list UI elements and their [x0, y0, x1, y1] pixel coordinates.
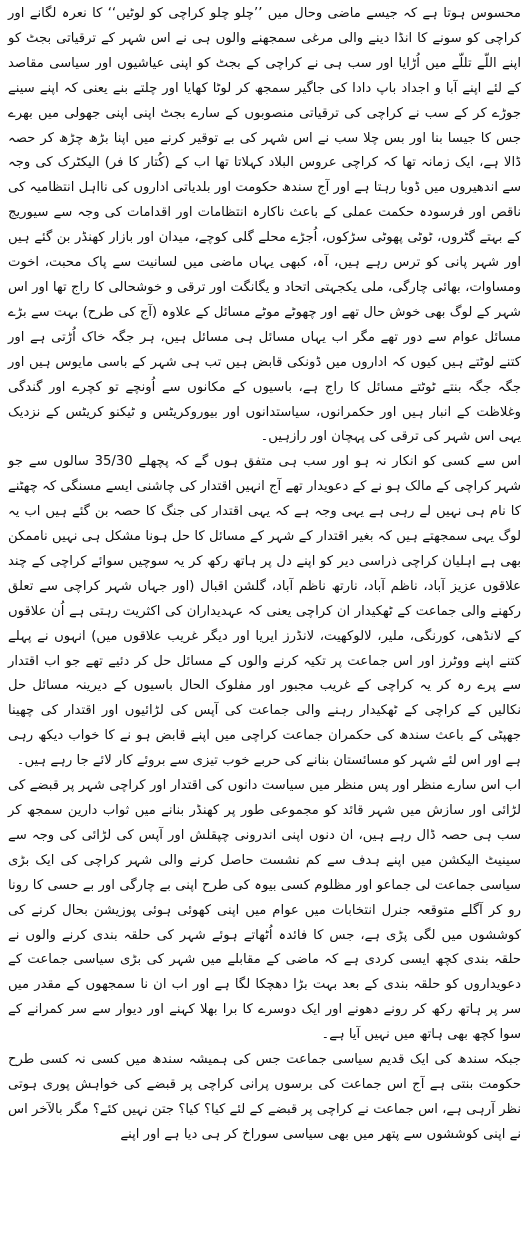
paragraph-3: اب اس سارے منظر اور پس منظر میں سیاست دانوں کی اقتدار اور کراچی شہر پر قبضے کی لڑائی اور سازش میں شہر قائد کو مجموعی طور پر کھنڈر بنانے میں ثواب دارین سمجھ کر سب ہی حصہ ڈال رہے ہیں، ان دنوں اپنی اندرونی چپقلش اور آپس کی لڑائی کی وجہ سے سینیٹ الیکشن میں اپنے ہدف سے کم نشست حاصل کرنے والی شہر کراچی کی ایک بڑی سیاسی جماعت لی جماعو اور مظلوم کسی بیوہ کی طرح اپنی بے چارگی اور بے حسی کا رونا رو کر آگلے متوقعہ جنرل انتخابات میں عوام میں اپنی کھوئی ہوئی پوزیشن بحال کرنے کی کوششوں میں لگی پڑی ہے، جس کا فائدہ اُٹھاتے ہوئے شہر کی حلقہ بندی کرنے والوں نے حلقہ بندی کچھ ایسی کردی ہے کہ ماضی کے مقابلے میں شہر کی بڑی سیاسی جماعت کے دعویداروں کو حلقہ بندی کے بعد بہت بڑا دھچکا لگا ہے اور اب ان نا سمجھوں کے مقدر میں سر پر ہاتھ رکھ کر رونے دھونے اور ایک دوسرے کا برا بھلا کہنے اور دیوار سے سر کمرانے کے سوا کچھ بھی ہاتھ میں نہیں آیا ہے۔: [8, 778, 521, 1043]
paragraph-2: اس سے کسی کو انکار نہ ہو اور سب ہی متفق ہوں گے کہ پچھلے 35/30 سالوں سے جو شہر کراچی کے مالک ہو نے کے دعویدار تھے آج انہیں اقتدار کی چاشنی ایسے مسنگی کہ چھٹنے کا نام ہی نہیں لے رہی ہے یہی وجہ ہے کہ یہی اقتدار کی جنگ کا حصہ بن گئے ہیں اب یہ لوگ یہی سمجھتے ہیں کہ بغیر اقتدار کے شہر کے مسائل کا حل ہونا مشکل ہی نہیں ناممکن بھی ہے اہلیان کراچی ذراسی دیر کو اپنے دل پر ہاتھ رکھ کر یہ سوچیں سوائے کراچی کے چند علاقوں عزیز آباد، ناظم آباد، نارتھ ناظم آباد، گلشن اقبال (اور جہاں شہر کراچی سے تعلق رکھنے والی جماعت کے ٹھکیدار ان کراچی یعنی کہ عہدیداران کی اکثریت رہتی ہے اُن علاقوں کے لانڈھی، کورنگی، ملیر، لالوکھیت، لانڈرز ایریا اور دیگر غریب علاقوں میں) انہوں نے پہلے کتنے اپنے ووٹرز اور اس جماعت پر تکیہ کرنے والوں کے مسائل حل کر دئیے تھے جو اب اقتدار سے پرے رہ کر یہ کراچی کے غریب مجبور اور مفلوک الحال باسیوں کے دیرینہ مسائل حل نکالیں کے کراچی کے ٹھکیدار رہنے والی جماعت کی آپس کی لڑائیوں اور اقتدار کی چھینا جھپٹی کے باعث سندھ کی حکمران جماعت کراچی میں اپنے قابض ہو نے کا خواب دیکھ رہی ہے اور اس لئے شہر کو مسائستان بنانے کی حربے خوب تیزی سے بروئے کار لائے جا رہے ہیں۔: [8, 454, 522, 769]
paragraph-4: جبکہ سندھ کی ایک قدیم سیاسی جماعت جس کی ہمیشہ سندھ میں کسی نہ کسی طرح حکومت بنتی ہے آج اس جماعت کی برسوں پرانی کراچی پر قبضے کی خواہش پوری ہوتی نظر آرہی ہے، اس جماعت نے کراچی پر قبضے کے لئے کیا؟ کیا؟ جتن نہیں کئے؟ مگر بالآخر اس نے اپنی کوششوں سے پتھر میں بھی سیاسی سوراخ کر ہی دیا ہے اور اپنے: [8, 1052, 521, 1142]
paragraph-1: محسوس ہوتا ہے کہ جیسے ماضی وحال میں ’’چلو چلو کراچی کو لوٹیں‘‘ کا نعرہ لگانے اور کراچی کو سونے کا انڈا دینے والی مرغی سمجھنے والوں ہی نے اس شہر کے ترقیاتی بجٹ کو اپنے اللّے تللّے میں اُڑایا اور سب ہی نے کراچی کے بجٹ کو اپنی عیاشیوں اور سیاسی مقاصد کے لئے اپنے آبا و اجداد باپ دادا کی جاگیر سمجھ کر لوٹا کھایا اور چلتے بنے یعنی کہ اپنے سینے جوڑے کر کے سب نے کراچی کی ترقیاتی منصوبوں کے سارے بجٹ اپنی اپنی جھولی میں بھرے جس کا جیسا بنا اور بس چلا سب نے اس شہر کی بے توقیر کرنے میں اپنا بڑھ چڑھ کر حصہ ڈالا ہے، ایک زمانہ تھا کہ کراچی عروس البلاد کہلاتا تھا اب کے (کُتار کا فر) الیکٹرک کی وجہ سے اندھیروں میں ڈوبا رہتا ہے اور آج سندھ حکومت اور بلدیاتی اداروں کی نااہل انتظامیہ کی ناقص اور فرسودہ حکمت عملی کے باعث ناکارہ انتظامات اور اقدامات کی وجہ سے سیوریج کے بہتے گٹروں، ٹوٹی پھوٹی سڑکوں، اُجڑے محلے گلی کوچے، میدان اور بازار کھنڈر بن گئے ہیں اور شہر پانی کو ترس رہے ہیں، آہ، کبھی یہاں ماضی میں لسانیت سے پاک محبت، اخوت ومساوات، بھائی چارگی، ملی یکجہتی اتحاد و یگانگت اور ترقی و خوشحالی کا راج تھا اور اس شہر کے لوگ بھی خوش حال تھے اور چھوٹے موٹے مسائل کے علاوہ (آج کی طرح) بہت سے بڑے مسائل عوام سے دور تھے مگر اب یہاں مسائل ہی مسائل ہیں، ہر جگہ خاک اُڑتی ہے اور کتنے لوٹتے ہیں کیوں کہ اداروں میں ڈونکی قابض ہیں تب ہی شہر کے باسی مایوس ہیں اور جگہ جگہ بنتے ٹوٹتے مسائل کا راج ہے، باسیوں کے مکانوں سے اُونچے تو کچرے اور گندگی وغلاظت کے انبار ہیں اور حکمرانوں، سیاستدانوں اور بیوروکریٹس و ٹیکنو کریٹس کے نزدیک یہی اس شہر کی ترقی کی پہچان اور رازہیں۔: [8, 6, 521, 445]
urdu-column-article: [8, 2, 521, 1148]
